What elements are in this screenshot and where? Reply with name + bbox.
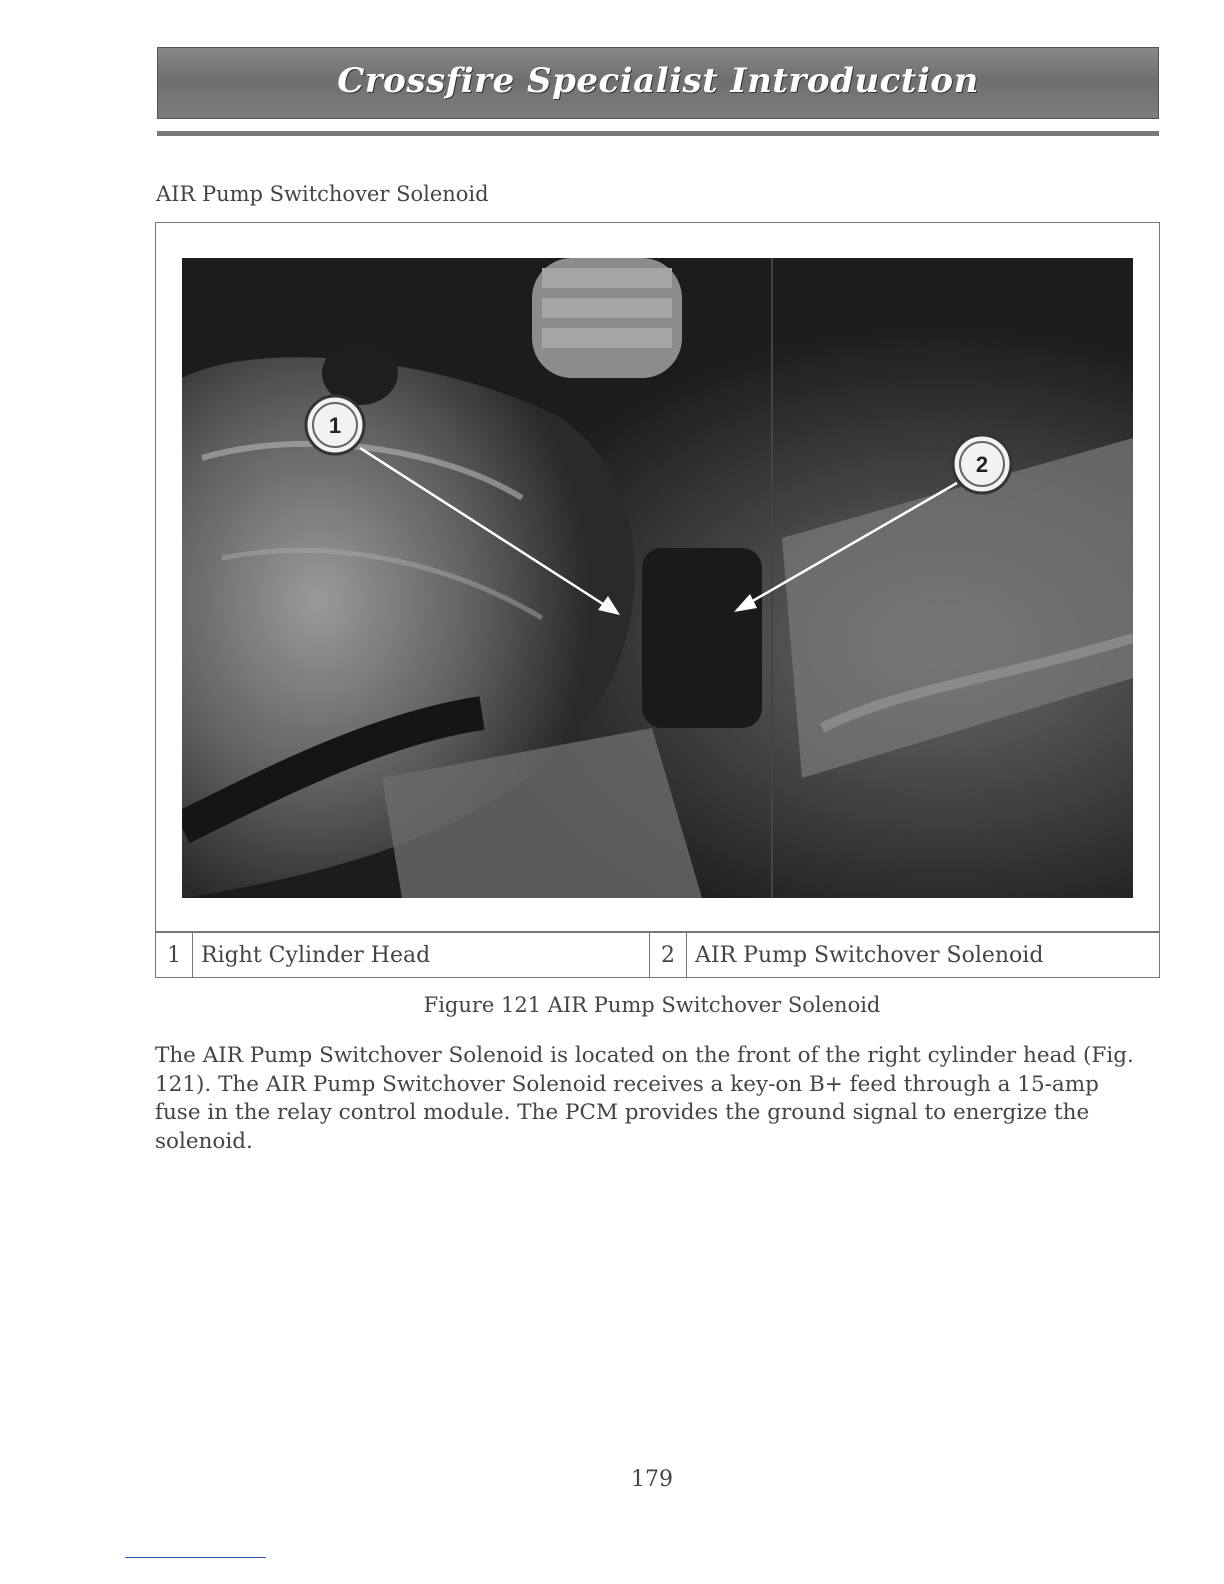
legend-number-2: 2 [650,933,687,978]
engine-photo [182,258,1133,898]
header-rule [157,131,1159,136]
header-banner [157,47,1159,119]
callout-1-number: 1 [328,413,342,438]
page-header-title: Crossfire Specialist Introduction [337,61,979,101]
legend-label-1: Right Cylinder Head [193,933,650,978]
legend-label-2: AIR Pump Switchover Solenoid [687,933,1160,978]
figure-legend [155,932,1160,978]
page-number: 179 [631,1467,673,1492]
callout-2-number: 2 [975,452,989,477]
legend-row [156,933,1160,978]
legend-number-1: 1 [156,933,193,978]
section-label: AIR Pump Switchover Solenoid [156,182,489,206]
body-paragraph: The AIR Pump Switchover Solenoid is located on the front of the right cylinder head (Fig. 121). The AIR Pump Switchover Solenoid receives a key-on B+ feed through a 15-amp fuse in the relay control module. The PCM provides the ground signal to energize the solenoid. [155,1043,1134,1154]
footer-line [125,1557,266,1558]
figure-caption: Figure 121 AIR Pump Switchover Solenoid [423,993,881,1017]
